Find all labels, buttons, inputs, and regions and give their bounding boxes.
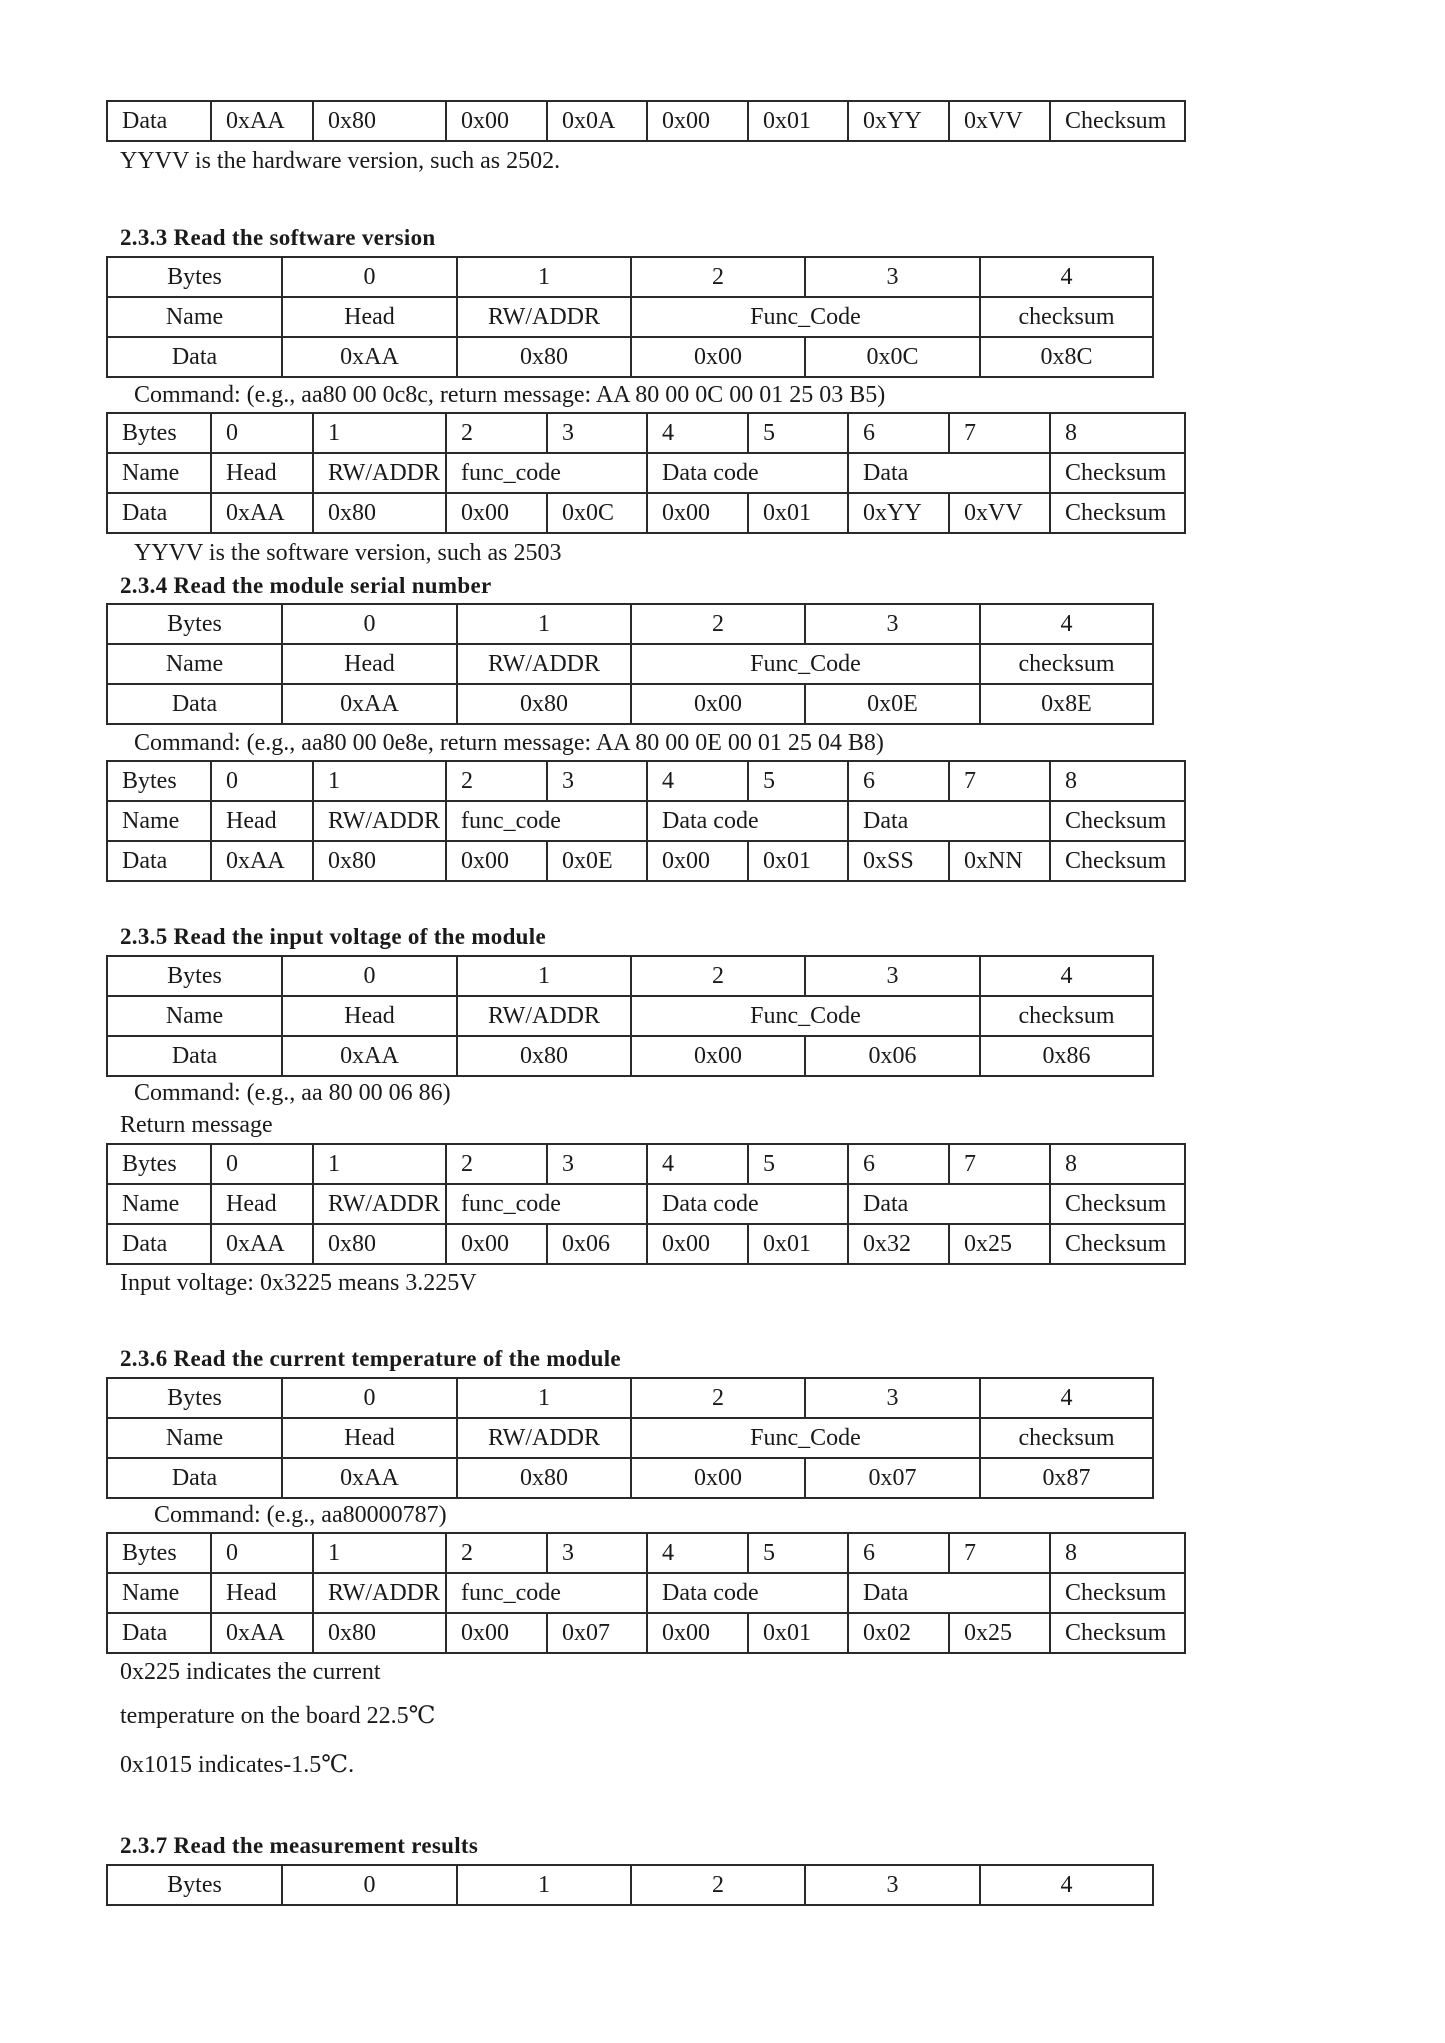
hardware-version-return-table xyxy=(106,100,1186,142)
cell: 0 xyxy=(282,604,457,644)
cell: Bytes xyxy=(107,1865,282,1905)
cell: 2 xyxy=(631,257,805,297)
cell: Func_Code xyxy=(631,1418,980,1458)
cell: Checksum xyxy=(1050,801,1185,841)
cell: 0xAA xyxy=(211,101,313,141)
cell: 0x80 xyxy=(457,1458,631,1498)
cell: 3 xyxy=(805,1378,980,1418)
cell: Data xyxy=(107,1036,282,1076)
cell: Checksum xyxy=(1050,1224,1185,1264)
cell: 0x86 xyxy=(980,1036,1153,1076)
cell: 0x01 xyxy=(748,101,848,141)
table-row xyxy=(107,1613,1185,1653)
cell: 0x0C xyxy=(805,337,980,377)
cell: 1 xyxy=(457,604,631,644)
cell: 1 xyxy=(457,1865,631,1905)
cell: Data xyxy=(107,493,211,533)
table-row xyxy=(107,801,1185,841)
cell: 6 xyxy=(848,761,949,801)
cell: 2 xyxy=(631,604,805,644)
cell: Data xyxy=(848,1573,1050,1613)
cell: 6 xyxy=(848,1144,949,1184)
cell: 0x00 xyxy=(647,1613,748,1653)
cell: 0x00 xyxy=(647,1224,748,1264)
serial-number-return-table xyxy=(106,760,1186,882)
cell: 0x01 xyxy=(748,841,848,881)
cell: checksum xyxy=(980,644,1153,684)
cell: 0x00 xyxy=(647,841,748,881)
cell: 0x80 xyxy=(313,1224,446,1264)
cell: func_code xyxy=(446,453,647,493)
cell: 0xNN xyxy=(949,841,1050,881)
temperature-return-table xyxy=(106,1532,1186,1654)
cell: 1 xyxy=(457,956,631,996)
cell: RW/ADDR xyxy=(313,801,446,841)
cell: Name xyxy=(107,644,282,684)
cell: 4 xyxy=(647,413,748,453)
cell: Head xyxy=(282,644,457,684)
table-row xyxy=(107,644,1153,684)
cell: Bytes xyxy=(107,1533,211,1573)
section-heading-2-3-3: 2.3.3 Read the software version xyxy=(120,225,436,250)
cell: Checksum xyxy=(1050,1573,1185,1613)
software-version-note: YYVV is the software version, such as 2503 xyxy=(134,540,562,566)
cell: 0xYY xyxy=(848,493,949,533)
input-voltage-note: Input voltage: 0x3225 means 3.225V xyxy=(120,1270,477,1296)
command-example: Command: (e.g., aa80000787) xyxy=(154,1502,447,1528)
command-example: Command: (e.g., aa80 00 0c8c, return message: AA 80 00 0C 00 01 25 03 B5) xyxy=(134,382,886,408)
cell: 2 xyxy=(631,956,805,996)
table-row xyxy=(107,1458,1153,1498)
table-row xyxy=(107,1184,1185,1224)
table-row xyxy=(107,297,1153,337)
cell: Data xyxy=(107,337,282,377)
cell: 0x06 xyxy=(547,1224,647,1264)
cell: 1 xyxy=(313,1533,446,1573)
cell: func_code xyxy=(446,801,647,841)
cell: 4 xyxy=(980,257,1153,297)
cell: 0 xyxy=(282,956,457,996)
cell: Name xyxy=(107,801,211,841)
table-row xyxy=(107,684,1153,724)
temperature-note-line1: 0x225 indicates the current xyxy=(120,1659,381,1685)
cell: 0x87 xyxy=(980,1458,1153,1498)
cell: Name xyxy=(107,297,282,337)
return-message-label: Return message xyxy=(120,1112,273,1138)
cell: Data xyxy=(848,801,1050,841)
cell: 4 xyxy=(980,604,1153,644)
cell: RW/ADDR xyxy=(457,1418,631,1458)
cell: Data xyxy=(107,1224,211,1264)
cell: RW/ADDR xyxy=(457,996,631,1036)
cell: Func_Code xyxy=(631,297,980,337)
cell: 5 xyxy=(748,1533,848,1573)
cell: 0 xyxy=(211,1144,313,1184)
table-row xyxy=(107,761,1185,801)
cell: Data code xyxy=(647,1184,848,1224)
cell: 2 xyxy=(631,1865,805,1905)
cell: 8 xyxy=(1050,413,1185,453)
cell: 0 xyxy=(282,1865,457,1905)
cell: 0x80 xyxy=(313,493,446,533)
cell: 3 xyxy=(547,761,647,801)
cell: 1 xyxy=(457,257,631,297)
cell: 0x25 xyxy=(949,1224,1050,1264)
cell: Bytes xyxy=(107,956,282,996)
cell: 0xAA xyxy=(211,841,313,881)
cell: 0x00 xyxy=(631,684,805,724)
cell: Data xyxy=(107,1458,282,1498)
cell: Bytes xyxy=(107,604,282,644)
table-row xyxy=(107,1418,1153,1458)
cell: 3 xyxy=(547,1533,647,1573)
cell: 0xAA xyxy=(211,1224,313,1264)
cell: Bytes xyxy=(107,257,282,297)
cell: 4 xyxy=(980,1865,1153,1905)
cell: Name xyxy=(107,453,211,493)
table-row xyxy=(107,1533,1185,1573)
cell: 0x00 xyxy=(446,493,547,533)
command-example: Command: (e.g., aa80 00 0e8e, return message: AA 80 00 0E 00 01 25 04 B8) xyxy=(134,730,884,756)
cell: 0x25 xyxy=(949,1613,1050,1653)
cell: 2 xyxy=(446,761,547,801)
input-voltage-return-table xyxy=(106,1143,1186,1265)
cell: RW/ADDR xyxy=(313,1573,446,1613)
cell: 3 xyxy=(547,413,647,453)
cell: 6 xyxy=(848,413,949,453)
cell: Head xyxy=(282,297,457,337)
cell: Head xyxy=(282,1418,457,1458)
cell: Name xyxy=(107,996,282,1036)
cell: 8 xyxy=(1050,1144,1185,1184)
cell: 0xAA xyxy=(211,493,313,533)
table-row xyxy=(107,453,1185,493)
cell: Checksum xyxy=(1050,1184,1185,1224)
cell: 0x8C xyxy=(980,337,1153,377)
cell: 0xVV xyxy=(949,493,1050,533)
cell: 1 xyxy=(457,1378,631,1418)
cell: RW/ADDR xyxy=(313,1184,446,1224)
cell: RW/ADDR xyxy=(457,297,631,337)
cell: 0x00 xyxy=(647,101,748,141)
cell: Data code xyxy=(647,1573,848,1613)
temperature-note-line2: temperature on the board 22.5℃ xyxy=(120,1703,436,1729)
temperature-note-line3: 0x1015 indicates-1.5℃. xyxy=(120,1752,355,1778)
cell: 0xAA xyxy=(282,1036,457,1076)
cell: 3 xyxy=(805,1865,980,1905)
cell: 0x80 xyxy=(457,1036,631,1076)
cell: 0xAA xyxy=(282,684,457,724)
cell: 0x07 xyxy=(547,1613,647,1653)
cell: Data xyxy=(848,453,1050,493)
cell: 0 xyxy=(211,413,313,453)
cell: Head xyxy=(282,996,457,1036)
section-heading-2-3-4: 2.3.4 Read the module serial number xyxy=(120,573,492,598)
cell: 0x80 xyxy=(457,337,631,377)
cell: 0x00 xyxy=(446,841,547,881)
cell: 0x07 xyxy=(805,1458,980,1498)
cell: Name xyxy=(107,1418,282,1458)
cell: RW/ADDR xyxy=(313,453,446,493)
cell: 0x80 xyxy=(457,684,631,724)
cell: Head xyxy=(211,1184,313,1224)
measurement-command-table xyxy=(106,1864,1154,1906)
table-row xyxy=(107,1865,1153,1905)
cell: 4 xyxy=(980,1378,1153,1418)
cell: 0x00 xyxy=(631,1458,805,1498)
cell: 6 xyxy=(848,1533,949,1573)
cell: 0xYY xyxy=(848,101,949,141)
cell: 0xAA xyxy=(211,1613,313,1653)
cell: 0x01 xyxy=(748,1224,848,1264)
cell: 2 xyxy=(446,1144,547,1184)
cell: Checksum xyxy=(1050,453,1185,493)
table-row xyxy=(107,1224,1185,1264)
cell: 2 xyxy=(446,413,547,453)
cell: 0x80 xyxy=(313,841,446,881)
cell: 7 xyxy=(949,1533,1050,1573)
table-row xyxy=(107,1573,1185,1613)
cell: 1 xyxy=(313,761,446,801)
row-header: Data xyxy=(107,101,211,141)
cell: 5 xyxy=(748,1144,848,1184)
cell: 0x06 xyxy=(805,1036,980,1076)
cell: 4 xyxy=(647,1144,748,1184)
cell: Name xyxy=(107,1184,211,1224)
section-heading-2-3-6: 2.3.6 Read the current temperature of the module xyxy=(120,1346,621,1371)
cell: RW/ADDR xyxy=(457,644,631,684)
table-row xyxy=(107,1378,1153,1418)
table-row xyxy=(107,1144,1185,1184)
software-version-command-table xyxy=(106,256,1154,378)
cell: 0x02 xyxy=(848,1613,949,1653)
cell: 0x00 xyxy=(446,1224,547,1264)
cell: 0x0E xyxy=(547,841,647,881)
cell: checksum xyxy=(980,1418,1153,1458)
table-row xyxy=(107,101,1185,141)
table-row xyxy=(107,1036,1153,1076)
cell: 0 xyxy=(282,1378,457,1418)
table-row xyxy=(107,841,1185,881)
cell: 8 xyxy=(1050,1533,1185,1573)
cell: Data xyxy=(848,1184,1050,1224)
cell: Func_Code xyxy=(631,644,980,684)
cell: Bytes xyxy=(107,1144,211,1184)
cell: checksum xyxy=(980,996,1153,1036)
table-row xyxy=(107,996,1153,1036)
cell: Name xyxy=(107,1573,211,1613)
cell: Func_Code xyxy=(631,996,980,1036)
cell: Data code xyxy=(647,453,848,493)
cell: 0x00 xyxy=(631,337,805,377)
cell: 7 xyxy=(949,413,1050,453)
cell: Head xyxy=(211,801,313,841)
hardware-version-note: YYVV is the hardware version, such as 2502. xyxy=(120,148,561,174)
cell: 0xAA xyxy=(282,1458,457,1498)
cell: Checksum xyxy=(1050,493,1185,533)
cell: func_code xyxy=(446,1573,647,1613)
cell: Checksum xyxy=(1050,101,1185,141)
cell: 0x00 xyxy=(446,1613,547,1653)
table-row xyxy=(107,257,1153,297)
cell: 2 xyxy=(631,1378,805,1418)
table-row xyxy=(107,956,1153,996)
cell: 4 xyxy=(980,956,1153,996)
cell: 0x0A xyxy=(547,101,647,141)
cell: 4 xyxy=(647,761,748,801)
cell: Bytes xyxy=(107,761,211,801)
software-version-return-table xyxy=(106,412,1186,534)
cell: 0x00 xyxy=(647,493,748,533)
cell: 0 xyxy=(282,257,457,297)
cell: 0x01 xyxy=(748,493,848,533)
command-example: Command: (e.g., aa 80 00 06 86) xyxy=(134,1080,451,1106)
cell: Head xyxy=(211,1573,313,1613)
table-row xyxy=(107,337,1153,377)
cell: 0x0C xyxy=(547,493,647,533)
cell: 8 xyxy=(1050,761,1185,801)
cell: Data code xyxy=(647,801,848,841)
cell: Checksum xyxy=(1050,841,1185,881)
cell: 0xSS xyxy=(848,841,949,881)
cell: 0x00 xyxy=(631,1036,805,1076)
cell: 0x00 xyxy=(446,101,547,141)
cell: 0x01 xyxy=(748,1613,848,1653)
section-heading-2-3-7: 2.3.7 Read the measurement results xyxy=(120,1833,479,1858)
table-row xyxy=(107,413,1185,453)
cell: 1 xyxy=(313,1144,446,1184)
cell: 0xAA xyxy=(282,337,457,377)
table-row xyxy=(107,493,1185,533)
cell: 5 xyxy=(748,761,848,801)
cell: 0 xyxy=(211,761,313,801)
cell: 3 xyxy=(805,956,980,996)
cell: 5 xyxy=(748,413,848,453)
cell: checksum xyxy=(980,297,1153,337)
cell: 0x8E xyxy=(980,684,1153,724)
cell: 2 xyxy=(446,1533,547,1573)
serial-number-command-table xyxy=(106,603,1154,725)
cell: Head xyxy=(211,453,313,493)
cell: Data xyxy=(107,1613,211,1653)
cell: 0x80 xyxy=(313,1613,446,1653)
cell: 0x32 xyxy=(848,1224,949,1264)
cell: 3 xyxy=(547,1144,647,1184)
input-voltage-command-table xyxy=(106,955,1154,1077)
cell: 7 xyxy=(949,1144,1050,1184)
cell: 3 xyxy=(805,257,980,297)
cell: Data xyxy=(107,841,211,881)
cell: Bytes xyxy=(107,1378,282,1418)
cell: 0 xyxy=(211,1533,313,1573)
cell: 3 xyxy=(805,604,980,644)
temperature-command-table xyxy=(106,1377,1154,1499)
cell: Bytes xyxy=(107,413,211,453)
cell: 7 xyxy=(949,761,1050,801)
cell: 0xVV xyxy=(949,101,1050,141)
cell: 4 xyxy=(647,1533,748,1573)
cell: 0x0E xyxy=(805,684,980,724)
cell: Data xyxy=(107,684,282,724)
cell: Checksum xyxy=(1050,1613,1185,1653)
cell: func_code xyxy=(446,1184,647,1224)
cell: 0x80 xyxy=(313,101,446,141)
table-row xyxy=(107,604,1153,644)
cell: 1 xyxy=(313,413,446,453)
section-heading-2-3-5: 2.3.5 Read the input voltage of the module xyxy=(120,924,546,949)
